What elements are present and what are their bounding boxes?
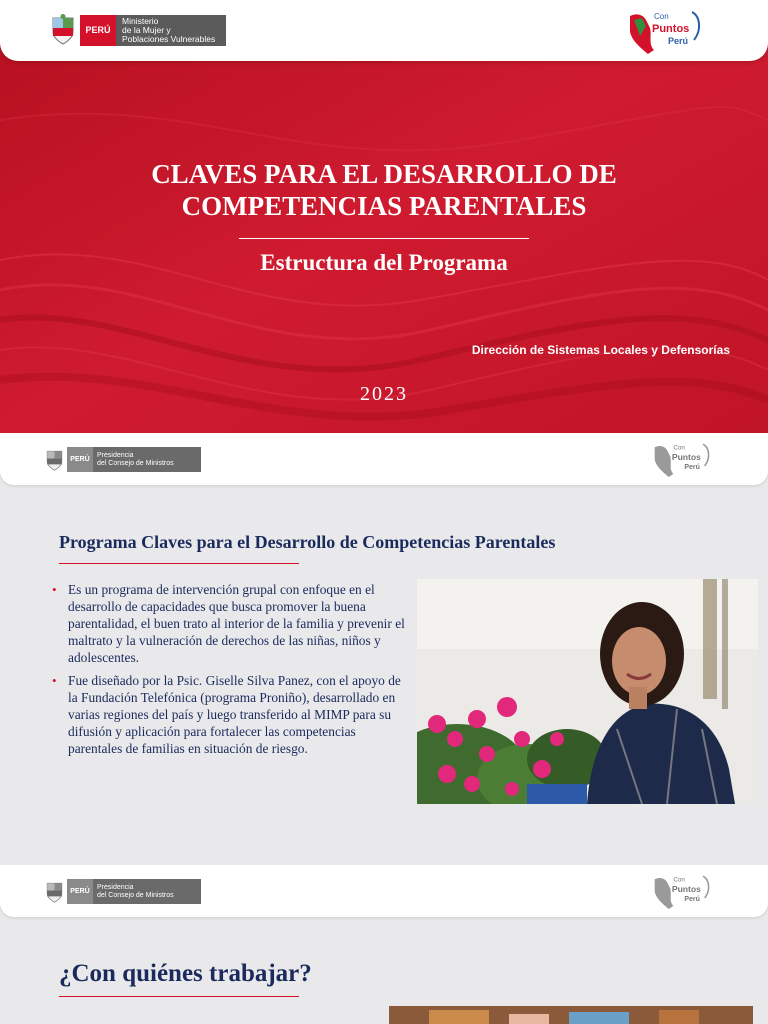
pcm-line1: Presidencia xyxy=(97,883,134,891)
pcm-line2: del Consejo de Ministros xyxy=(97,891,174,899)
pcm-line2: del Consejo de Ministros xyxy=(97,459,174,467)
ministry-line2: de la Mujer y xyxy=(122,24,171,35)
presentation-title xyxy=(0,158,768,222)
brand-puntos-text: Puntos xyxy=(671,451,701,462)
title-divider xyxy=(239,238,529,239)
classroom-illustration xyxy=(389,1006,753,1024)
title-slide xyxy=(0,0,768,433)
portrait-illustration xyxy=(417,579,758,804)
peru-map-icon xyxy=(624,6,706,56)
heading-underline xyxy=(59,996,299,997)
slide2-header xyxy=(0,433,768,485)
heading-underline xyxy=(59,563,299,564)
peru-badge: PERÚ xyxy=(67,879,93,904)
brand-peru-text: Perú xyxy=(668,36,689,46)
ministry-name xyxy=(116,15,226,46)
brand-con-text: Con xyxy=(673,876,685,884)
presentation-year: 2023 xyxy=(360,383,408,405)
program-heading: Programa Claves para el Desarrollo de Competencias Parentales xyxy=(59,532,556,552)
peru-map-icon xyxy=(650,439,714,479)
brand-con-text: Con xyxy=(654,12,669,21)
woman-portrait-photo xyxy=(417,579,758,804)
coat-of-arms-icon xyxy=(45,880,64,904)
program-bullet-list xyxy=(52,581,412,763)
con-puntos-peru-logo xyxy=(624,6,706,56)
title-line-1: CLAVES PARA EL DESARROLLO DE xyxy=(151,159,617,189)
brand-peru-text: Perú xyxy=(684,896,700,904)
pcm-name xyxy=(93,447,201,472)
bullet-text: Fue diseñado por la Psic. Giselle Silva Panez, con el apoyo de la Fundación Telefónica (programa Proniño), desarrollado en varias regiones del país y luego transferido al MIMP para su difusión y aplicación para fortalecer las competencias parentales de familias en situación de riesgo. xyxy=(68,673,401,756)
target-heading: ¿Con quiénes trabajar? xyxy=(59,960,312,987)
peru-badge: PERÚ xyxy=(80,15,116,46)
slide3-header xyxy=(0,865,768,917)
pcm-logo xyxy=(45,447,201,472)
presentation-subtitle: Estructura del Programa xyxy=(260,250,508,275)
brand-puntos-text: Puntos xyxy=(671,883,701,894)
title-line-2: COMPETENCIAS PARENTALES xyxy=(181,191,587,221)
bullet-text: Es un programa de intervención grupal con enfoque en el desarrollo de capacidades que busca promover la buena parentalidad, el buen trato al interior de la familia y prevenir el maltrato y la vulneración de derechos de las niñas, niños y adolescentes. xyxy=(68,582,405,665)
brand-puntos-text: Puntos xyxy=(652,23,690,35)
directorate-name: Dirección de Sistemas Locales y Defensorías xyxy=(471,343,730,357)
list-item xyxy=(52,581,412,666)
ministry-line1: Ministerio xyxy=(122,15,159,26)
bullet-marker: • xyxy=(52,582,57,597)
con-puntos-peru-logo xyxy=(650,439,714,479)
pcm-name xyxy=(93,879,201,904)
coat-of-arms-icon xyxy=(45,448,64,472)
bullet-marker: • xyxy=(52,673,57,688)
program-slide xyxy=(0,433,768,865)
slide1-header xyxy=(0,0,768,61)
ministry-logo xyxy=(50,14,226,46)
target-groups-slide xyxy=(0,865,768,1024)
ministry-line3: Poblaciones Vulnerables xyxy=(122,33,216,44)
con-puntos-peru-logo xyxy=(650,871,714,911)
peru-map-icon xyxy=(650,871,714,911)
coat-of-arms-icon xyxy=(50,14,76,46)
brand-peru-text: Perú xyxy=(684,464,700,472)
classroom-photo xyxy=(389,1006,753,1024)
brand-con-text: Con xyxy=(673,444,685,452)
list-item xyxy=(52,672,412,757)
pcm-logo xyxy=(45,879,201,904)
pcm-line1: Presidencia xyxy=(97,451,134,459)
peru-badge: PERÚ xyxy=(67,447,93,472)
